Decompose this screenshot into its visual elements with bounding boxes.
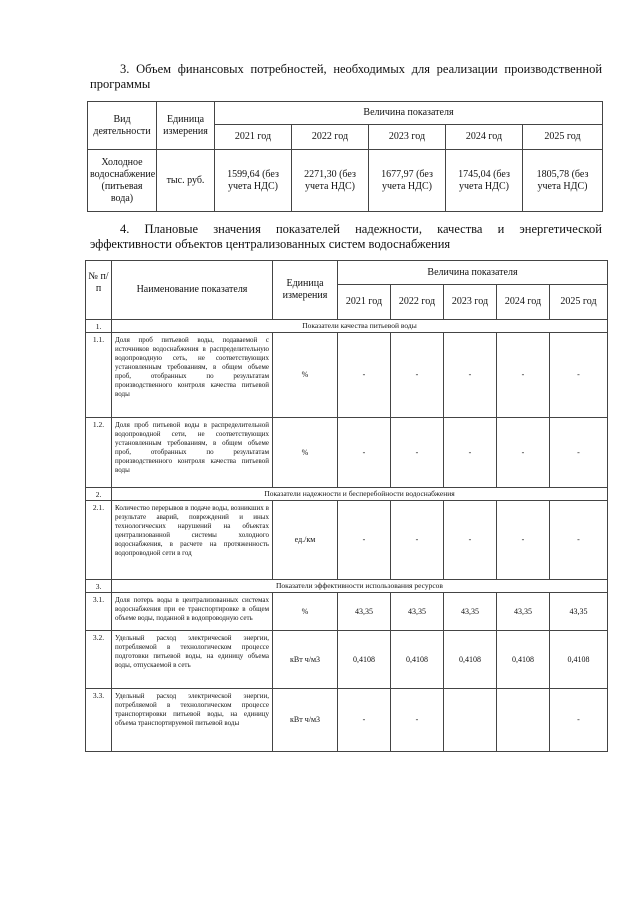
section-title: Показатели эффективности использования ресурсов <box>112 580 608 593</box>
value-cell: 0,4108 <box>497 631 550 689</box>
unit-cell: % <box>273 418 338 488</box>
col-value-header: Величина показателя <box>215 102 603 125</box>
unit-cell: тыс. руб. <box>157 150 215 212</box>
indicator-name: Количество перерывов в подаче воды, возникших в результате аварий, повреждений и иных технологических нарушений на объектах централизованной системы холодного водоснабжения, в расчете на протяженность водопроводной сети в год <box>112 501 273 580</box>
year-header: 2021 год <box>338 285 391 320</box>
col-unit-header: Единица измерения <box>273 261 338 320</box>
indicator-name: Доля потерь воды в централизованных системах водоснабжения при ее транспортировке в общем объеме воды, поданной в водопроводную сеть <box>112 593 273 631</box>
row-number: 2. <box>86 488 112 501</box>
year-header: 2025 год <box>523 125 603 150</box>
table-row <box>86 689 608 752</box>
value-cell <box>497 689 550 752</box>
value-cell: 43,35 <box>338 593 391 631</box>
activity-cell: Холодное водоснабжение (питьевая вода) <box>88 150 157 212</box>
value-cell: - <box>391 418 444 488</box>
row-number: 1. <box>86 320 112 333</box>
year-header: 2023 год <box>444 285 497 320</box>
value-cell: - <box>550 501 608 580</box>
year-header: 2025 год <box>550 285 608 320</box>
indicator-name: Доля проб питьевой воды в распределительной водопроводной сети, не соответствующих установленным требованиям, в общем объеме проб, отобранных по результатам производственного контроля качества питьевой воды <box>112 418 273 488</box>
value-cell: - <box>497 333 550 418</box>
value-cell: - <box>391 333 444 418</box>
indicator-name: Удельный расход электрической энергии, потребляемой в технологическом процессе подготовки питьевой воды, на единицу объема воды, отпускаемой в сеть <box>112 631 273 689</box>
value-cell: 0,4108 <box>444 631 497 689</box>
table-row <box>86 501 608 580</box>
value-cell: - <box>550 689 608 752</box>
col-activity-header: Вид деятельности <box>88 102 157 150</box>
year-header: 2024 год <box>497 285 550 320</box>
table-row <box>86 418 608 488</box>
unit-cell: % <box>273 333 338 418</box>
section3-heading-text: Объем финансовых потребностей, необходимых для реализации производственной программы <box>90 62 603 91</box>
value-cell: 1745,04 (без учета НДС) <box>446 150 523 212</box>
indicator-name: Удельный расход электрической энергии, потребляемой в технологическом процессе транспортировки питьевой воды, на единицу объема транспортируемой питьевой воды <box>112 689 273 752</box>
section-title: Показатели качества питьевой воды <box>112 320 608 333</box>
col-name-header: Наименование показателя <box>112 261 273 320</box>
col-number-header: № п/п <box>86 261 112 320</box>
value-cell: - <box>391 501 444 580</box>
value-cell: 43,35 <box>391 593 444 631</box>
row-number: 1.1. <box>86 333 112 418</box>
year-header: 2024 год <box>446 125 523 150</box>
section-title: Показатели надежности и бесперебойности водоснабжения <box>112 488 608 501</box>
unit-cell: кВт ч/м3 <box>273 689 338 752</box>
value-cell: 2271,30 (без учета НДС) <box>292 150 369 212</box>
row-number: 3. <box>86 580 112 593</box>
year-header: 2021 год <box>215 125 292 150</box>
value-cell: 43,35 <box>444 593 497 631</box>
table-row <box>86 333 608 418</box>
section4-heading-number: 4. <box>120 222 130 236</box>
section3-heading <box>90 62 602 92</box>
unit-cell: ед./км <box>273 501 338 580</box>
col-unit-header: Единица измерения <box>157 102 215 150</box>
row-number: 2.1. <box>86 501 112 580</box>
value-cell: - <box>338 501 391 580</box>
section-row <box>86 320 608 333</box>
value-cell: 0,4108 <box>391 631 444 689</box>
value-cell: - <box>338 689 391 752</box>
year-header: 2022 год <box>292 125 369 150</box>
indicator-name: Доля проб питьевой воды, подаваемой с источников водоснабжения в распределительную водопроводную сеть, не соответствующих установленным требованиям, в общем объеме проб, отобранных по результатам производственного контроля качества питьевой воды <box>112 333 273 418</box>
financial-needs-table <box>87 101 603 212</box>
table-row <box>86 631 608 689</box>
value-cell: 1677,97 (без учета НДС) <box>369 150 446 212</box>
reliability-indicators-table <box>85 260 608 752</box>
year-header: 2022 год <box>391 285 444 320</box>
unit-cell: % <box>273 593 338 631</box>
value-cell <box>444 689 497 752</box>
section-row <box>86 580 608 593</box>
section4-heading-text: Плановые значения показателей надежности, качества и энергетической эффективности объектов централизованных систем водоснабжения <box>90 222 602 251</box>
row-number: 3.3. <box>86 689 112 752</box>
section-row <box>86 488 608 501</box>
value-cell: - <box>497 418 550 488</box>
value-cell: 43,35 <box>550 593 608 631</box>
section4-heading <box>90 222 602 252</box>
table-row <box>88 150 603 212</box>
year-header: 2023 год <box>369 125 446 150</box>
value-cell: - <box>550 418 608 488</box>
value-cell: - <box>444 418 497 488</box>
table-row <box>86 593 608 631</box>
value-cell: 0,4108 <box>550 631 608 689</box>
value-cell: 0,4108 <box>338 631 391 689</box>
unit-cell: кВт ч/м3 <box>273 631 338 689</box>
value-cell: - <box>338 333 391 418</box>
value-cell: - <box>497 501 550 580</box>
section3-heading-number: 3. <box>120 62 130 76</box>
row-number: 3.2. <box>86 631 112 689</box>
value-cell: 1805,78 (без учета НДС) <box>523 150 603 212</box>
value-cell: - <box>391 689 444 752</box>
row-number: 3.1. <box>86 593 112 631</box>
col-value-header: Величина показателя <box>338 261 608 285</box>
value-cell: - <box>338 418 391 488</box>
value-cell: - <box>550 333 608 418</box>
value-cell: - <box>444 333 497 418</box>
row-number: 1.2. <box>86 418 112 488</box>
value-cell: - <box>444 501 497 580</box>
value-cell: 1599,64 (без учета НДС) <box>215 150 292 212</box>
value-cell: 43,35 <box>497 593 550 631</box>
